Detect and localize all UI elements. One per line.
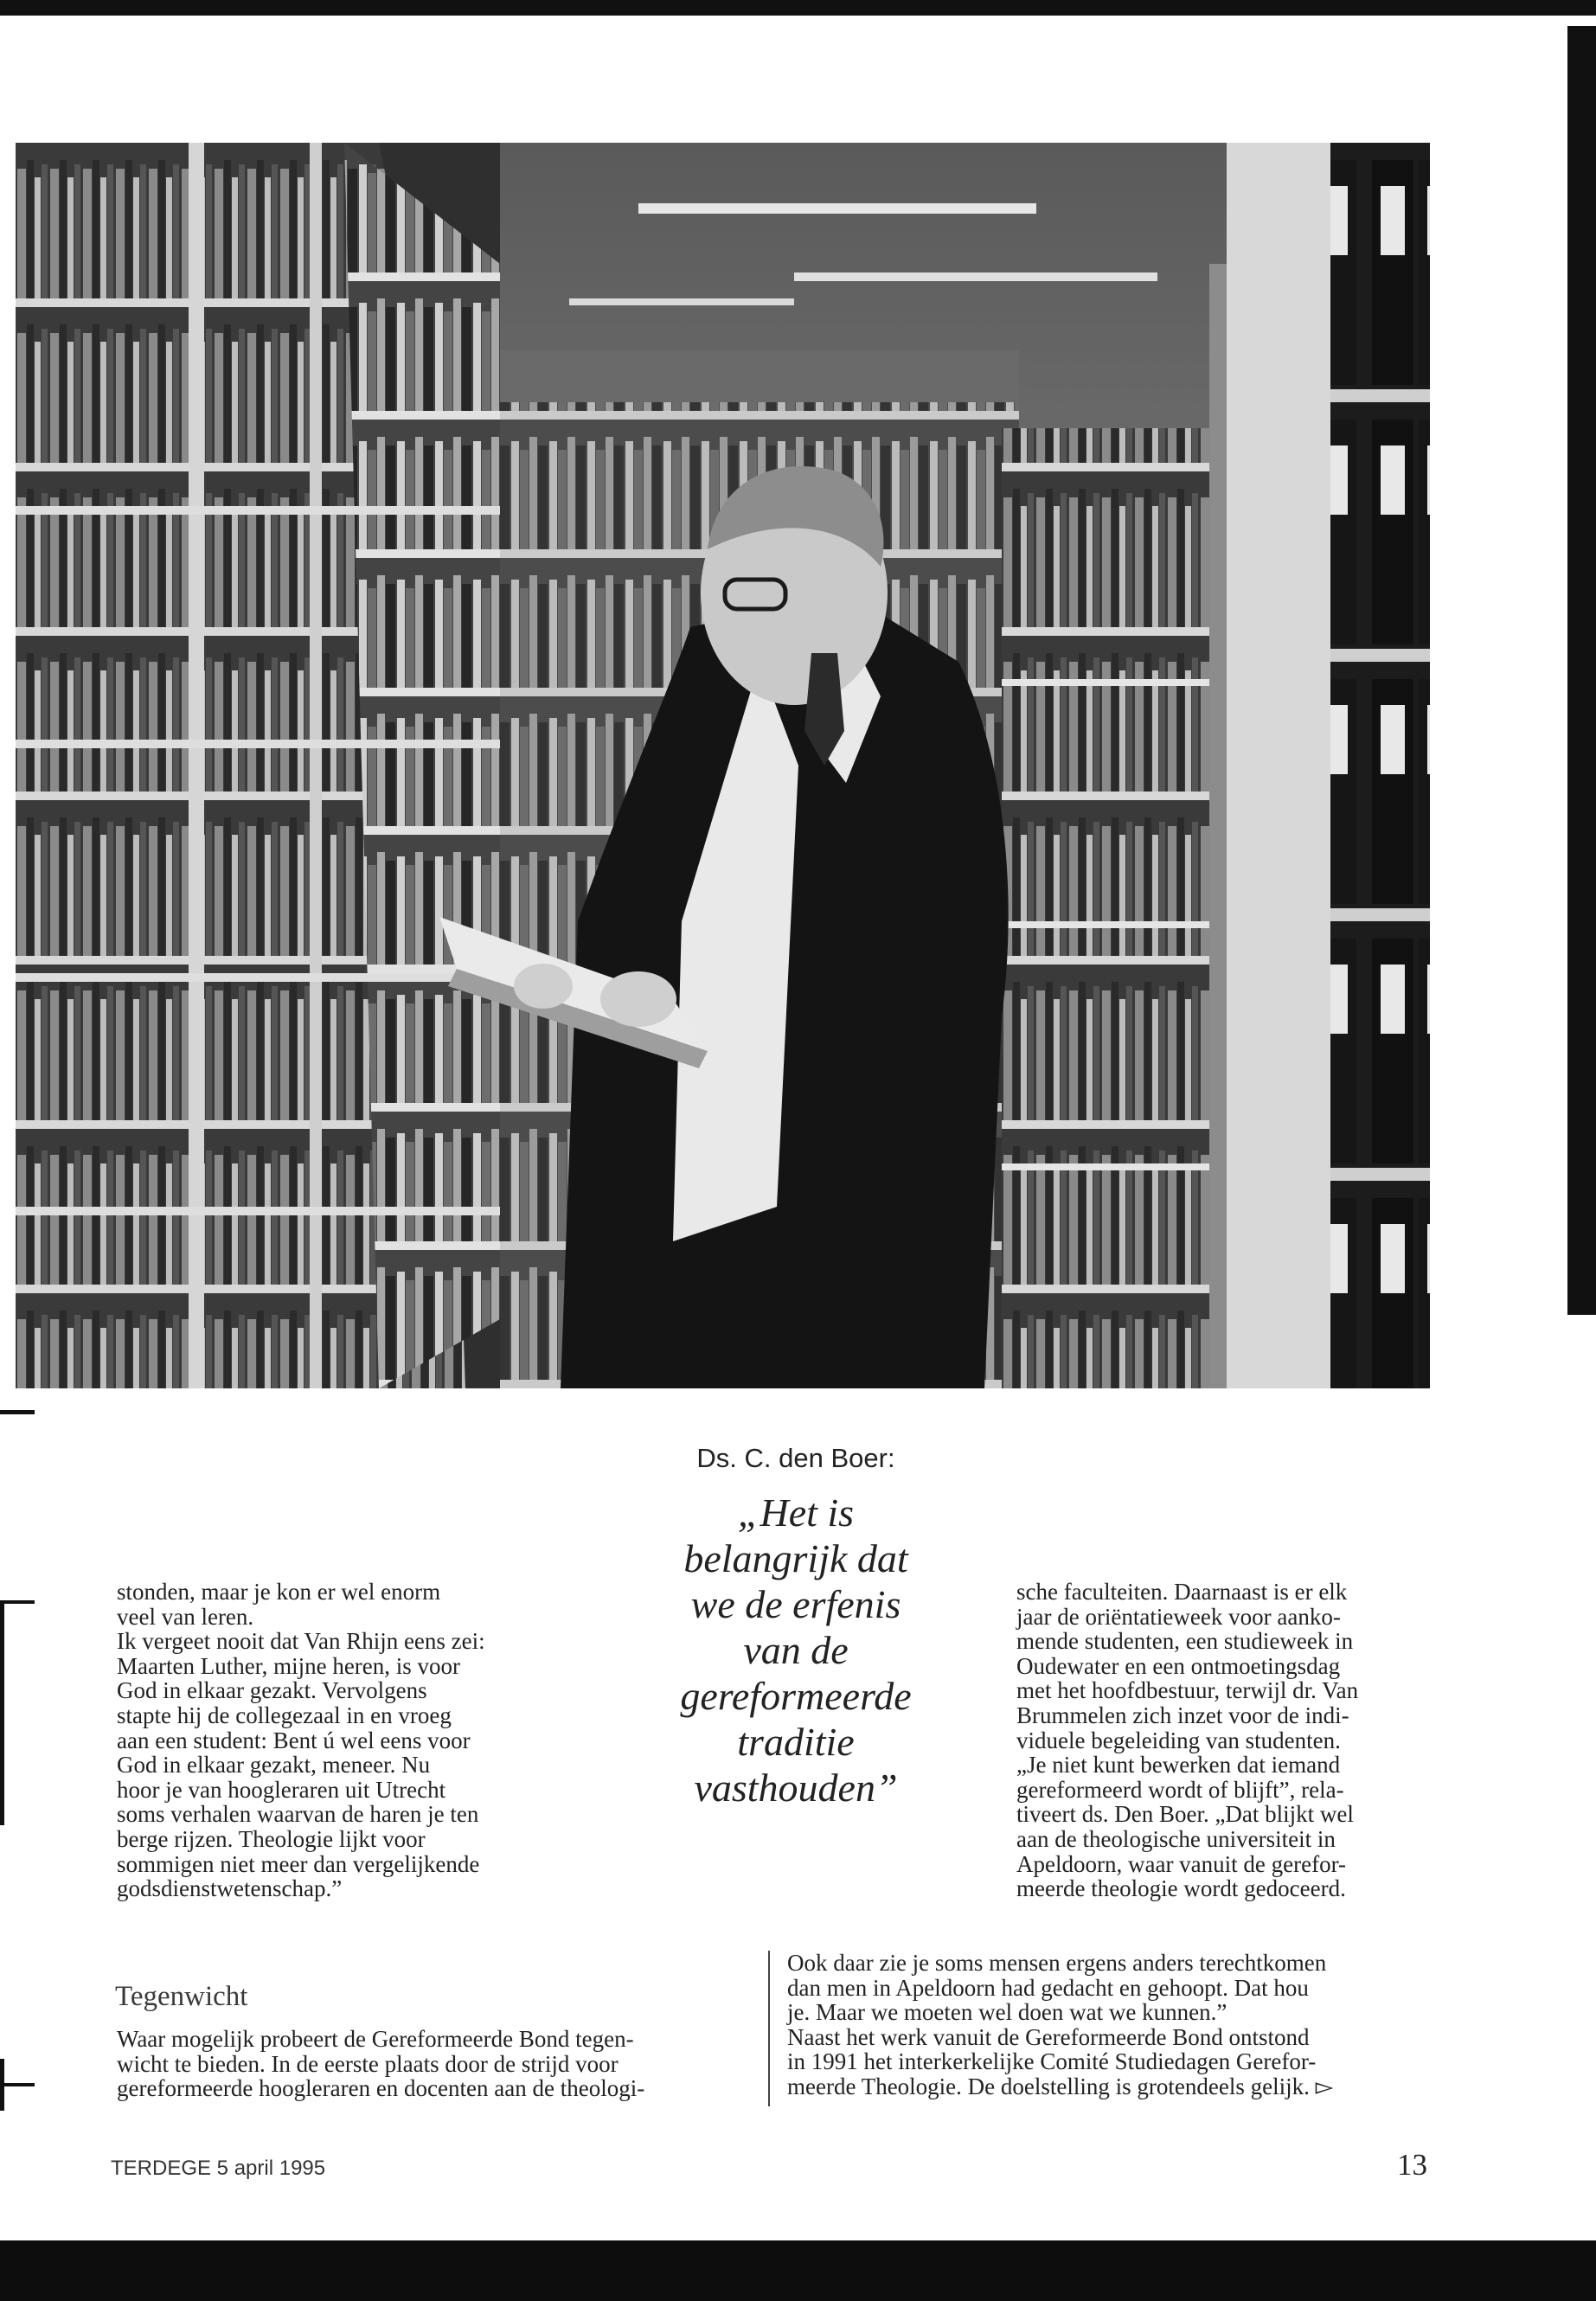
section-heading: Tegenwicht bbox=[115, 1981, 248, 2012]
library-photo bbox=[16, 143, 1430, 1388]
page-number: 13 bbox=[1397, 2148, 1427, 2182]
pull-quote-line: van de bbox=[743, 1628, 849, 1672]
byline: Ds. C. den Boer: bbox=[696, 1443, 895, 1473]
text-line: in 1991 het interkerkelijke Comité Studiedagen Gerefor- bbox=[787, 2048, 1317, 2075]
text-line: Maarten Luther, mijne heren, is voor bbox=[117, 1652, 461, 1679]
text-line: je. Maar we moeten wel doen wat we kunnen.” bbox=[787, 1999, 1227, 2026]
right-column-top bbox=[1016, 1580, 1449, 1901]
text-line: God in elkaar gezakt. Vervolgens bbox=[117, 1677, 427, 1704]
text-line: viduele begeleiding van studenten. bbox=[1016, 1727, 1341, 1753]
text-line: Ook daar zie je soms mensen ergens anders terechtkomen bbox=[787, 1950, 1327, 1976]
left-column-bottom bbox=[117, 2027, 757, 2101]
text-line: berge rijzen. Theologie lijkt voor bbox=[117, 1825, 426, 1852]
text-line: stonden, maar je kon er wel enorm bbox=[117, 1579, 441, 1605]
crop-mark bbox=[0, 2083, 35, 2086]
text-line: wicht te bieden. In de eerste plaats door de strijd voor bbox=[117, 2050, 619, 2077]
text-line: mende studenten, een studieweek in bbox=[1016, 1628, 1354, 1655]
text-line: gereformeerd wordt of blijft”, rela- bbox=[1016, 1776, 1344, 1803]
column-divider bbox=[768, 1951, 770, 2106]
publication-footer: TERDEGE 5 april 1995 bbox=[111, 2157, 326, 2180]
text-line: tiveert ds. Den Boer. „Dat blijkt wel bbox=[1016, 1801, 1354, 1828]
text-line: soms verhalen waarvan de haren je ten bbox=[117, 1801, 479, 1828]
text-line: godsdienstwetenschap.” bbox=[117, 1875, 343, 1902]
top-border-bar bbox=[0, 0, 1596, 16]
text-line: aan de theologische universiteit in bbox=[1016, 1825, 1336, 1852]
text-line: Oudewater en een ontmoetingsdag bbox=[1016, 1652, 1341, 1679]
text-line: sche faculteiten. Daarnaast is er elk bbox=[1016, 1579, 1348, 1605]
text-line: jaar de oriëntatieweek voor aanko- bbox=[1016, 1603, 1341, 1630]
text-line: meerde theologie wordt gedoceerd. bbox=[1016, 1875, 1346, 1902]
text-line: Waar mogelijk probeert de Gereformeerde Bond tegen- bbox=[117, 2026, 634, 2052]
crop-mark bbox=[0, 1410, 35, 1414]
portrait-photo-icon bbox=[16, 143, 1430, 1388]
text-line: aan een student: Bent ú wel eens voor bbox=[117, 1727, 471, 1753]
pull-quote-line: vasthouden” bbox=[694, 1766, 898, 1810]
crop-mark bbox=[0, 1600, 4, 1825]
pull-quote-line: belangrijk dat bbox=[683, 1536, 908, 1580]
text-line: God in elkaar gezakt, meneer. Nu bbox=[117, 1752, 431, 1779]
right-border-bar bbox=[1567, 26, 1596, 1315]
text-line: dan men in Apeldoorn had gedacht en gehoopt. Dat hou bbox=[787, 1974, 1309, 2001]
pull-quote-line: we de erfenis bbox=[690, 1582, 901, 1626]
text-line: „Je niet kunt bewerken dat iemand bbox=[1016, 1752, 1341, 1779]
text-line: met het hoofdbestuur, terwijl dr. Van bbox=[1016, 1677, 1359, 1704]
text-line: stapte hij de collegezaal in en vroeg bbox=[117, 1702, 452, 1728]
text-line: gereformeerde hoogleraren en docenten aan de theologi- bbox=[117, 2075, 645, 2102]
right-column-bottom bbox=[787, 1951, 1436, 2099]
left-column-top bbox=[117, 1580, 567, 1901]
text-line: Naast het werk vanuit de Gereformeerde Bond ontstond bbox=[787, 2023, 1310, 2050]
crop-mark bbox=[0, 1600, 35, 1604]
text-line: meerde Theologie. De doelstelling is grotendeels gelijk. ▻ bbox=[787, 2073, 1334, 2099]
text-line: Ik vergeet nooit dat Van Rhijn eens zei: bbox=[117, 1628, 485, 1655]
text-line: hoor je van hoogleraren uit Utrecht bbox=[117, 1776, 446, 1803]
pull-quote-line: gereformeerde bbox=[680, 1674, 912, 1718]
pull-quote-line: traditie bbox=[737, 1720, 855, 1764]
text-line: Brummelen zich inzet voor de indi- bbox=[1016, 1702, 1349, 1728]
text-line: sommigen niet meer dan vergelijkende bbox=[117, 1850, 480, 1877]
text-line: Apeldoorn, waar vanuit de gerefor- bbox=[1016, 1850, 1347, 1877]
pull-quote-line: „Het is bbox=[737, 1490, 855, 1535]
text-line: veel van leren. bbox=[117, 1603, 254, 1630]
pull-quote bbox=[623, 1490, 969, 1811]
bottom-border-bar bbox=[0, 2240, 1596, 2301]
